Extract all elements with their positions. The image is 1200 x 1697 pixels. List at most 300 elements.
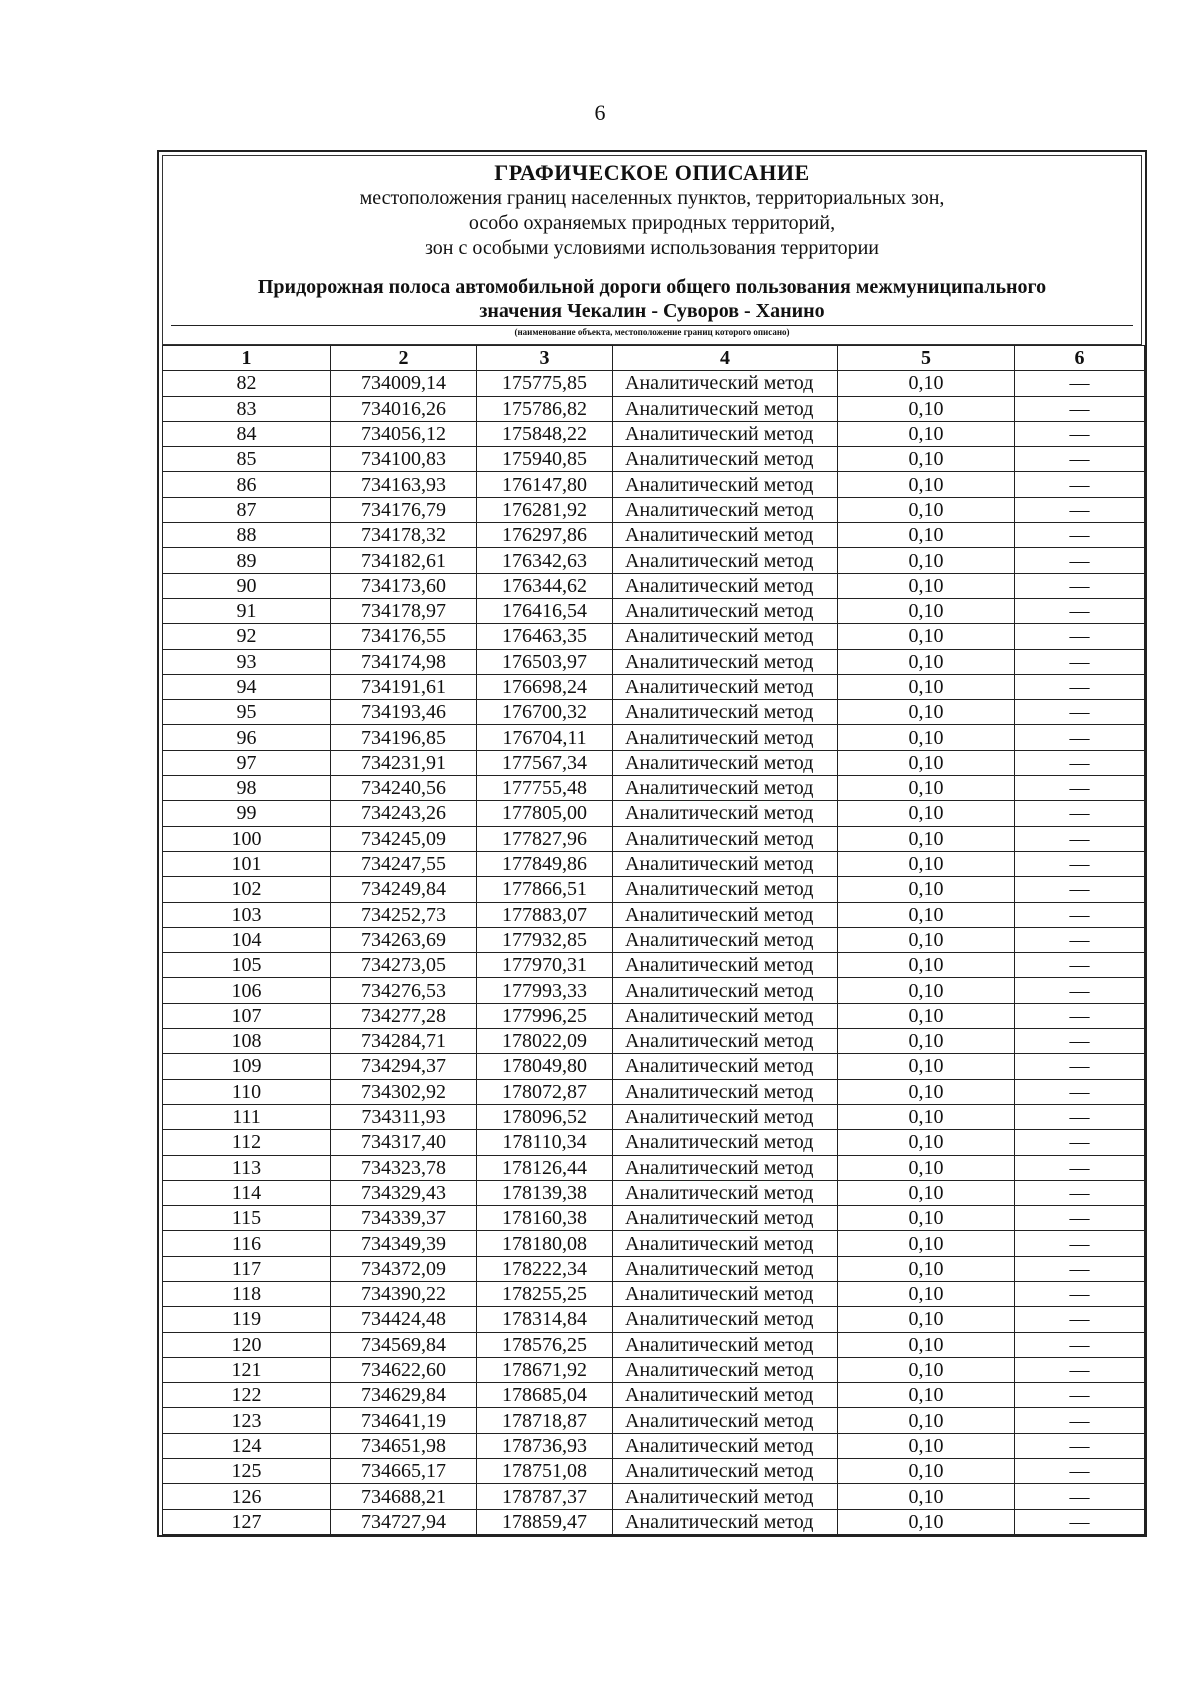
description-cell: — (1015, 1256, 1145, 1281)
description-cell: — (1015, 573, 1145, 598)
method-cell: Аналитический метод (613, 826, 838, 851)
method-cell: Аналитический метод (613, 1130, 838, 1155)
method-cell: Аналитический метод (613, 1459, 838, 1484)
table-row (163, 1206, 1145, 1231)
accuracy-cell: 0,10 (838, 978, 1015, 1003)
method-cell: Аналитический метод (613, 447, 838, 472)
x-coordinate-cell: 734294,37 (331, 1054, 477, 1079)
x-coordinate-cell: 734339,37 (331, 1206, 477, 1231)
point-number-cell: 101 (163, 851, 331, 876)
description-cell: — (1015, 826, 1145, 851)
point-number-cell: 115 (163, 1206, 331, 1231)
point-number-cell: 112 (163, 1130, 331, 1155)
y-coordinate-cell: 178096,52 (477, 1104, 613, 1129)
object-name-line: Придорожная полоса автомобильной дороги общего пользования межмуниципального (257, 276, 1047, 298)
y-coordinate-cell: 177827,96 (477, 826, 613, 851)
x-coordinate-cell: 734182,61 (331, 548, 477, 573)
y-coordinate-cell: 178049,80 (477, 1054, 613, 1079)
accuracy-cell: 0,10 (838, 624, 1015, 649)
accuracy-cell: 0,10 (838, 1383, 1015, 1408)
method-cell: Аналитический метод (613, 1231, 838, 1256)
table-row (163, 598, 1145, 623)
y-coordinate-cell: 178160,38 (477, 1206, 613, 1231)
method-cell: Аналитический метод (613, 851, 838, 876)
table-row (163, 1509, 1145, 1534)
point-number-cell: 106 (163, 978, 331, 1003)
point-number-cell: 82 (163, 371, 331, 396)
accuracy-cell: 0,10 (838, 1332, 1015, 1357)
object-name (163, 275, 1141, 323)
method-cell: Аналитический метод (613, 1281, 838, 1306)
accuracy-cell: 0,10 (838, 674, 1015, 699)
point-number-cell: 97 (163, 750, 331, 775)
point-number-cell: 104 (163, 927, 331, 952)
point-number-cell: 127 (163, 1509, 331, 1534)
y-coordinate-cell: 178685,04 (477, 1383, 613, 1408)
method-cell: Аналитический метод (613, 573, 838, 598)
table-row (163, 801, 1145, 826)
description-cell: — (1015, 700, 1145, 725)
description-cell: — (1015, 1383, 1145, 1408)
method-cell: Аналитический метод (613, 1484, 838, 1509)
method-cell: Аналитический метод (613, 523, 838, 548)
table-row (163, 573, 1145, 598)
accuracy-cell: 0,10 (838, 1408, 1015, 1433)
point-number-cell: 94 (163, 674, 331, 699)
method-cell: Аналитический метод (613, 1155, 838, 1180)
x-coordinate-cell: 734263,69 (331, 927, 477, 952)
accuracy-cell: 0,10 (838, 725, 1015, 750)
point-number-cell: 116 (163, 1231, 331, 1256)
coordinates-table (162, 345, 1145, 1535)
table-row (163, 1281, 1145, 1306)
y-coordinate-cell: 175786,82 (477, 396, 613, 421)
x-coordinate-cell: 734372,09 (331, 1256, 477, 1281)
point-number-cell: 114 (163, 1180, 331, 1205)
point-number-cell: 113 (163, 1155, 331, 1180)
x-coordinate-cell: 734176,55 (331, 624, 477, 649)
table-row (163, 1155, 1145, 1180)
description-cell: — (1015, 776, 1145, 801)
y-coordinate-cell: 176147,80 (477, 472, 613, 497)
point-number-cell: 105 (163, 953, 331, 978)
x-coordinate-cell: 734240,56 (331, 776, 477, 801)
page-number: 6 (594, 100, 606, 125)
point-number-cell: 123 (163, 1408, 331, 1433)
method-cell: Аналитический метод (613, 1003, 838, 1028)
y-coordinate-cell: 175848,22 (477, 421, 613, 446)
accuracy-cell: 0,10 (838, 1281, 1015, 1306)
y-coordinate-cell: 176281,92 (477, 497, 613, 522)
method-cell: Аналитический метод (613, 598, 838, 623)
method-cell: Аналитический метод (613, 548, 838, 573)
method-cell: Аналитический метод (613, 1509, 838, 1534)
description-cell: — (1015, 649, 1145, 674)
method-cell: Аналитический метод (613, 1029, 838, 1054)
x-coordinate-cell: 734569,84 (331, 1332, 477, 1357)
point-number-cell: 85 (163, 447, 331, 472)
object-name-line: значения Чекалин - Суворов - Ханино (479, 300, 825, 322)
description-cell: — (1015, 1307, 1145, 1332)
point-number-cell: 107 (163, 1003, 331, 1028)
accuracy-cell: 0,10 (838, 776, 1015, 801)
table-row (163, 1231, 1145, 1256)
description-line: особо охраняемых природных территорий, (468, 212, 836, 234)
table-row (163, 371, 1145, 396)
point-number-cell: 102 (163, 877, 331, 902)
method-cell: Аналитический метод (613, 776, 838, 801)
x-coordinate-cell: 734252,73 (331, 902, 477, 927)
point-number-cell: 126 (163, 1484, 331, 1509)
accuracy-cell: 0,10 (838, 851, 1015, 876)
method-cell: Аналитический метод (613, 725, 838, 750)
accuracy-cell: 0,10 (838, 1357, 1015, 1382)
accuracy-cell: 0,10 (838, 497, 1015, 522)
x-coordinate-cell: 734329,43 (331, 1180, 477, 1205)
accuracy-cell: 0,10 (838, 1307, 1015, 1332)
y-coordinate-cell: 178180,08 (477, 1231, 613, 1256)
table-row (163, 548, 1145, 573)
accuracy-cell: 0,10 (838, 826, 1015, 851)
table-row (163, 700, 1145, 725)
x-coordinate-cell: 734651,98 (331, 1433, 477, 1458)
method-cell: Аналитический метод (613, 1206, 838, 1231)
point-number-cell: 88 (163, 523, 331, 548)
y-coordinate-cell: 175940,85 (477, 447, 613, 472)
y-coordinate-cell: 176700,32 (477, 700, 613, 725)
x-coordinate-cell: 734163,93 (331, 472, 477, 497)
table-row (163, 1307, 1145, 1332)
description-cell: — (1015, 1332, 1145, 1357)
table-body (163, 371, 1145, 1535)
method-cell: Аналитический метод (613, 902, 838, 927)
table-row (163, 1484, 1145, 1509)
table-row (163, 396, 1145, 421)
method-cell: Аналитический метод (613, 750, 838, 775)
method-cell: Аналитический метод (613, 1433, 838, 1458)
point-number-cell: 118 (163, 1281, 331, 1306)
y-coordinate-cell: 178787,37 (477, 1484, 613, 1509)
x-coordinate-cell: 734243,26 (331, 801, 477, 826)
description-cell: — (1015, 421, 1145, 446)
x-coordinate-cell: 734193,46 (331, 700, 477, 725)
x-coordinate-cell: 734245,09 (331, 826, 477, 851)
point-number-cell: 84 (163, 421, 331, 446)
accuracy-cell: 0,10 (838, 1459, 1015, 1484)
point-number-cell: 125 (163, 1459, 331, 1484)
x-coordinate-cell: 734249,84 (331, 877, 477, 902)
method-cell: Аналитический метод (613, 1256, 838, 1281)
table-row (163, 1357, 1145, 1382)
y-coordinate-cell: 177883,07 (477, 902, 613, 927)
point-number-cell: 122 (163, 1383, 331, 1408)
accuracy-cell: 0,10 (838, 421, 1015, 446)
description-cell: — (1015, 1231, 1145, 1256)
table-row (163, 877, 1145, 902)
point-number-cell: 96 (163, 725, 331, 750)
description-cell: — (1015, 1459, 1145, 1484)
description-cell: — (1015, 1408, 1145, 1433)
x-coordinate-cell: 734016,26 (331, 396, 477, 421)
method-cell: Аналитический метод (613, 371, 838, 396)
column-header: 5 (838, 346, 1015, 371)
y-coordinate-cell: 177996,25 (477, 1003, 613, 1028)
x-coordinate-cell: 734247,55 (331, 851, 477, 876)
object-name-caption: (наименование объекта, местоположение границ которого описано) (514, 327, 790, 337)
x-coordinate-cell: 734100,83 (331, 447, 477, 472)
description-cell: — (1015, 1130, 1145, 1155)
point-number-cell: 87 (163, 497, 331, 522)
y-coordinate-cell: 178072,87 (477, 1079, 613, 1104)
table-row (163, 472, 1145, 497)
x-coordinate-cell: 734622,60 (331, 1357, 477, 1382)
accuracy-cell: 0,10 (838, 1079, 1015, 1104)
description-cell: — (1015, 1180, 1145, 1205)
table-row (163, 750, 1145, 775)
accuracy-cell: 0,10 (838, 1003, 1015, 1028)
method-cell: Аналитический метод (613, 953, 838, 978)
y-coordinate-cell: 177970,31 (477, 953, 613, 978)
y-coordinate-cell: 177993,33 (477, 978, 613, 1003)
accuracy-cell: 0,10 (838, 1509, 1015, 1534)
method-cell: Аналитический метод (613, 1357, 838, 1382)
accuracy-cell: 0,10 (838, 801, 1015, 826)
description-line: местоположения границ населенных пунктов, территориальных зон, (359, 187, 945, 209)
method-cell: Аналитический метод (613, 396, 838, 421)
description-cell: — (1015, 548, 1145, 573)
accuracy-cell: 0,10 (838, 548, 1015, 573)
table-row (163, 902, 1145, 927)
point-number-cell: 124 (163, 1433, 331, 1458)
x-coordinate-cell: 734174,98 (331, 649, 477, 674)
y-coordinate-cell: 178859,47 (477, 1509, 613, 1534)
table-row (163, 1332, 1145, 1357)
x-coordinate-cell: 734191,61 (331, 674, 477, 699)
description-cell: — (1015, 1029, 1145, 1054)
column-header: 4 (613, 346, 838, 371)
y-coordinate-cell: 178718,87 (477, 1408, 613, 1433)
table-row (163, 421, 1145, 446)
description-cell: — (1015, 902, 1145, 927)
description-cell: — (1015, 750, 1145, 775)
y-coordinate-cell: 176297,86 (477, 523, 613, 548)
y-coordinate-cell: 178139,38 (477, 1180, 613, 1205)
description-cell: — (1015, 1079, 1145, 1104)
y-coordinate-cell: 178022,09 (477, 1029, 613, 1054)
y-coordinate-cell: 178314,84 (477, 1307, 613, 1332)
method-cell: Аналитический метод (613, 927, 838, 952)
method-cell: Аналитический метод (613, 877, 838, 902)
y-coordinate-cell: 178222,34 (477, 1256, 613, 1281)
accuracy-cell: 0,10 (838, 1029, 1015, 1054)
x-coordinate-cell: 734424,48 (331, 1307, 477, 1332)
method-cell: Аналитический метод (613, 624, 838, 649)
y-coordinate-cell: 178671,92 (477, 1357, 613, 1382)
point-number-cell: 120 (163, 1332, 331, 1357)
x-coordinate-cell: 734277,28 (331, 1003, 477, 1028)
y-coordinate-cell: 176503,97 (477, 649, 613, 674)
x-coordinate-cell: 734302,92 (331, 1079, 477, 1104)
accuracy-cell: 0,10 (838, 750, 1015, 775)
x-coordinate-cell: 734276,53 (331, 978, 477, 1003)
table-row (163, 1104, 1145, 1129)
table-row (163, 953, 1145, 978)
table-row (163, 1459, 1145, 1484)
accuracy-cell: 0,10 (838, 1256, 1015, 1281)
description-cell: — (1015, 725, 1145, 750)
x-coordinate-cell: 734727,94 (331, 1509, 477, 1534)
document-header (162, 155, 1142, 345)
description-cell: — (1015, 927, 1145, 952)
accuracy-cell: 0,10 (838, 1206, 1015, 1231)
x-coordinate-cell: 734641,19 (331, 1408, 477, 1433)
description-cell: — (1015, 1206, 1145, 1231)
description-cell: — (1015, 1357, 1145, 1382)
description-cell: — (1015, 523, 1145, 548)
method-cell: Аналитический метод (613, 801, 838, 826)
accuracy-cell: 0,10 (838, 472, 1015, 497)
point-number-cell: 110 (163, 1079, 331, 1104)
column-header: 3 (477, 346, 613, 371)
accuracy-cell: 0,10 (838, 1054, 1015, 1079)
y-coordinate-cell: 176344,62 (477, 573, 613, 598)
accuracy-cell: 0,10 (838, 598, 1015, 623)
point-number-cell: 90 (163, 573, 331, 598)
accuracy-cell: 0,10 (838, 396, 1015, 421)
x-coordinate-cell: 734311,93 (331, 1104, 477, 1129)
x-coordinate-cell: 734629,84 (331, 1383, 477, 1408)
method-cell: Аналитический метод (613, 1180, 838, 1205)
column-header: 1 (163, 346, 331, 371)
description-cell: — (1015, 1104, 1145, 1129)
x-coordinate-cell: 734056,12 (331, 421, 477, 446)
description-cell: — (1015, 472, 1145, 497)
table-row (163, 1054, 1145, 1079)
y-coordinate-cell: 177805,00 (477, 801, 613, 826)
accuracy-cell: 0,10 (838, 1155, 1015, 1180)
description-cell: — (1015, 624, 1145, 649)
accuracy-cell: 0,10 (838, 1180, 1015, 1205)
x-coordinate-cell: 734273,05 (331, 953, 477, 978)
x-coordinate-cell: 734688,21 (331, 1484, 477, 1509)
x-coordinate-cell: 734665,17 (331, 1459, 477, 1484)
x-coordinate-cell: 734349,39 (331, 1231, 477, 1256)
y-coordinate-cell: 177849,86 (477, 851, 613, 876)
point-number-cell: 117 (163, 1256, 331, 1281)
point-number-cell: 91 (163, 598, 331, 623)
method-cell: Аналитический метод (613, 421, 838, 446)
method-cell: Аналитический метод (613, 1383, 838, 1408)
description-cell: — (1015, 1281, 1145, 1306)
x-coordinate-cell: 734178,97 (331, 598, 477, 623)
point-number-cell: 119 (163, 1307, 331, 1332)
description-cell: — (1015, 953, 1145, 978)
table-row (163, 624, 1145, 649)
accuracy-cell: 0,10 (838, 927, 1015, 952)
description-cell: — (1015, 1509, 1145, 1534)
x-coordinate-cell: 734196,85 (331, 725, 477, 750)
description-cell: — (1015, 674, 1145, 699)
method-cell: Аналитический метод (613, 1307, 838, 1332)
x-coordinate-cell: 734176,79 (331, 497, 477, 522)
table-row (163, 927, 1145, 952)
method-cell: Аналитический метод (613, 649, 838, 674)
table-header-row (163, 346, 1145, 371)
description-cell: — (1015, 877, 1145, 902)
x-coordinate-cell: 734317,40 (331, 1130, 477, 1155)
y-coordinate-cell: 177755,48 (477, 776, 613, 801)
y-coordinate-cell: 176342,63 (477, 548, 613, 573)
y-coordinate-cell: 178576,25 (477, 1332, 613, 1357)
table-row (163, 776, 1145, 801)
description-cell: — (1015, 1484, 1145, 1509)
table-row (163, 649, 1145, 674)
point-number-cell: 103 (163, 902, 331, 927)
accuracy-cell: 0,10 (838, 953, 1015, 978)
table-row (163, 1079, 1145, 1104)
table-row (163, 725, 1145, 750)
point-number-cell: 100 (163, 826, 331, 851)
accuracy-cell: 0,10 (838, 649, 1015, 674)
table-row (163, 1433, 1145, 1458)
y-coordinate-cell: 178126,44 (477, 1155, 613, 1180)
y-coordinate-cell: 178255,25 (477, 1281, 613, 1306)
accuracy-cell: 0,10 (838, 1104, 1015, 1129)
x-coordinate-cell: 734284,71 (331, 1029, 477, 1054)
y-coordinate-cell: 177567,34 (477, 750, 613, 775)
method-cell: Аналитический метод (613, 674, 838, 699)
table-row (163, 674, 1145, 699)
accuracy-cell: 0,10 (838, 877, 1015, 902)
description-cell: — (1015, 371, 1145, 396)
method-cell: Аналитический метод (613, 1104, 838, 1129)
method-cell: Аналитический метод (613, 978, 838, 1003)
method-cell: Аналитический метод (613, 1079, 838, 1104)
accuracy-cell: 0,10 (838, 1130, 1015, 1155)
table-row (163, 851, 1145, 876)
table-row (163, 1408, 1145, 1433)
column-header: 6 (1015, 346, 1145, 371)
document-title: ГРАФИЧЕСКОЕ ОПИСАНИЕ (494, 160, 810, 185)
table-row (163, 1029, 1145, 1054)
y-coordinate-cell: 177932,85 (477, 927, 613, 952)
accuracy-cell: 0,10 (838, 1433, 1015, 1458)
table-row (163, 1383, 1145, 1408)
method-cell: Аналитический метод (613, 1332, 838, 1357)
accuracy-cell: 0,10 (838, 447, 1015, 472)
point-number-cell: 109 (163, 1054, 331, 1079)
description-cell: — (1015, 1054, 1145, 1079)
x-coordinate-cell: 734231,91 (331, 750, 477, 775)
x-coordinate-cell: 734323,78 (331, 1155, 477, 1180)
accuracy-cell: 0,10 (838, 700, 1015, 725)
column-header: 2 (331, 346, 477, 371)
description-cell: — (1015, 1155, 1145, 1180)
x-coordinate-cell: 734390,22 (331, 1281, 477, 1306)
y-coordinate-cell: 176416,54 (477, 598, 613, 623)
method-cell: Аналитический метод (613, 700, 838, 725)
description-cell: — (1015, 447, 1145, 472)
method-cell: Аналитический метод (613, 1408, 838, 1433)
description-cell: — (1015, 598, 1145, 623)
y-coordinate-cell: 177866,51 (477, 877, 613, 902)
point-number-cell: 93 (163, 649, 331, 674)
y-coordinate-cell: 176698,24 (477, 674, 613, 699)
table-row (163, 1256, 1145, 1281)
y-coordinate-cell: 178751,08 (477, 1459, 613, 1484)
point-number-cell: 99 (163, 801, 331, 826)
x-coordinate-cell: 734178,32 (331, 523, 477, 548)
